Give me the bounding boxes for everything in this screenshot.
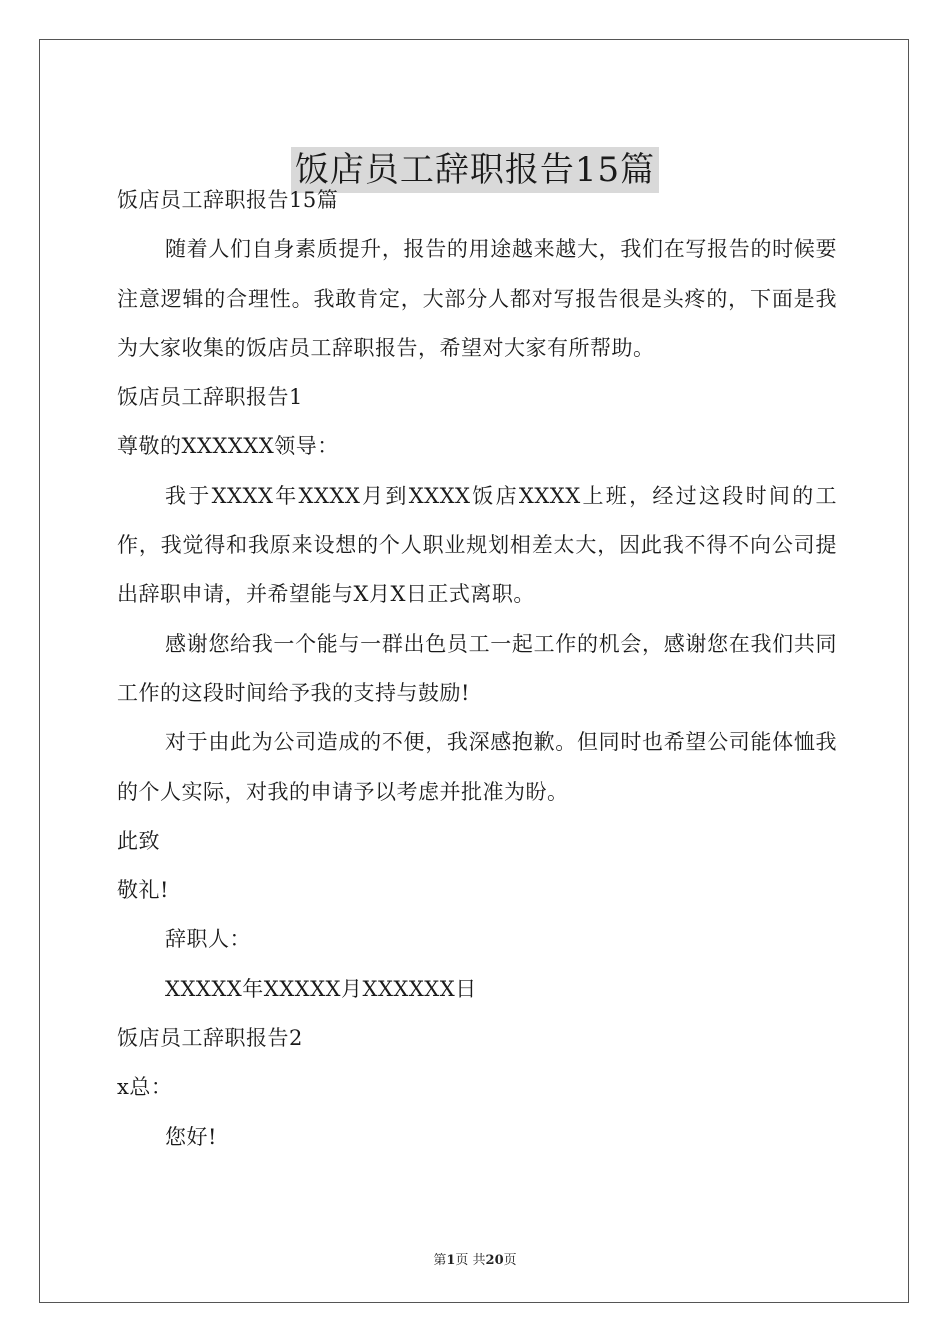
- document-body: [117, 176, 837, 1162]
- intro-paragraph: 随着人们自身素质提升，报告的用途越来越大，我们在写报告的时候要注意逻辑的合理性。我敢肯定，大部分人都对写报告很是头疼的，下面是我为大家收集的饭店员工辞职报告，希望对大家有所帮助。: [117, 237, 837, 360]
- report1-closing-2: 敬礼!: [117, 878, 169, 903]
- footer-page-suffix: 页: [503, 1253, 517, 1268]
- report1-heading: 饭店员工辞职报告1: [117, 385, 303, 410]
- footer-page-total: 20: [485, 1253, 504, 1268]
- report1-paragraph-2: 感谢您给我一个能与一群出色员工一起工作的机会，感谢您在我们共同工作的这段时间给予我的支持与鼓励!: [117, 631, 837, 705]
- report1-paragraph-3: 对于由此为公司造成的不便，我深感抱歉。但同时也希望公司能体恤我的个人实际，对我的申请予以考虑并批准为盼。: [117, 730, 837, 804]
- report2-heading: 饭店员工辞职报告2: [117, 1026, 303, 1051]
- report1-closing-1: 此致: [117, 828, 160, 853]
- document-title: 饭店员工辞职报告15篇: [291, 147, 659, 193]
- footer-page-prefix: 第: [433, 1253, 447, 1268]
- report2-salutation: x总：: [117, 1075, 173, 1100]
- page-footer: [0, 1249, 950, 1268]
- subtitle-line: 饭店员工辞职报告15篇: [117, 188, 339, 212]
- report1-signer: 辞职人：: [165, 927, 251, 952]
- footer-page-current: 1: [446, 1253, 456, 1268]
- report2-greeting: 您好!: [165, 1124, 217, 1149]
- report1-salutation: 尊敬的XXXXXX领导：: [117, 434, 339, 459]
- report1-paragraph-1: 我于XXXX年XXXX月到XXXX饭店XXXX上班，经过这段时间的工作，我觉得和我原来设想的个人职业规划相差太大，因此我不得不向公司提出辞职申请，并希望能与X月X日正式离职。: [117, 483, 837, 607]
- footer-page-mid: 页 共: [455, 1253, 486, 1268]
- report1-date: XXXXX年XXXXX月XXXXXX日: [165, 976, 477, 1001]
